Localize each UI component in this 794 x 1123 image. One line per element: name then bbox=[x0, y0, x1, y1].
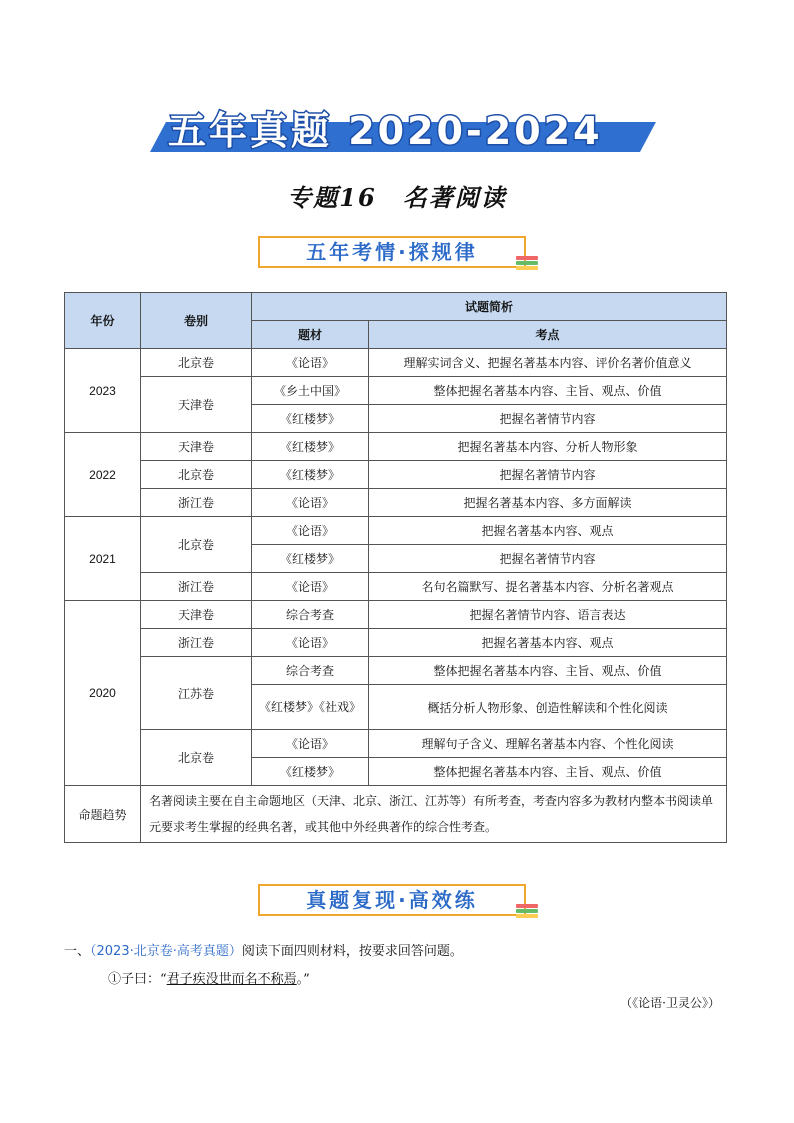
material-cell: 综合考查 bbox=[252, 601, 369, 629]
table-row bbox=[65, 377, 727, 405]
material-cell: 《论语》 bbox=[252, 489, 369, 517]
table-row bbox=[65, 629, 727, 657]
paper-cell: 浙江卷 bbox=[141, 573, 252, 601]
question-prefix: 一、 bbox=[64, 944, 91, 959]
table-row bbox=[65, 657, 727, 685]
point-cell: 把握名著基本内容、多方面解读 bbox=[369, 489, 727, 517]
table-row bbox=[65, 517, 727, 545]
material-cell: 《红楼梦》 bbox=[252, 758, 369, 786]
header-paper: 卷别 bbox=[141, 293, 252, 349]
trend-label: 命题趋势 bbox=[65, 786, 141, 843]
paper-cell: 江苏卷 bbox=[141, 657, 252, 730]
point-cell: 把握名著基本内容、分析人物形象 bbox=[369, 433, 727, 461]
material-source: （《论语·卫灵公》） bbox=[620, 996, 720, 1010]
books-icon bbox=[516, 256, 538, 274]
table-row bbox=[65, 601, 727, 629]
section-heading-1-label: 五年考情·探规律 bbox=[306, 240, 478, 264]
material-cell: 《红楼梦》 bbox=[252, 461, 369, 489]
table-row bbox=[65, 786, 727, 843]
paper-cell: 天津卷 bbox=[141, 377, 252, 433]
paper-cell: 天津卷 bbox=[141, 433, 252, 461]
section-heading-1 bbox=[258, 236, 526, 268]
material-item-1 bbox=[108, 968, 310, 987]
material-cell: 《论语》 bbox=[252, 573, 369, 601]
point-cell: 整体把握名著基本内容、主旨、观点、价值 bbox=[369, 758, 727, 786]
material-cell: 《红楼梦》 bbox=[252, 405, 369, 433]
table-row bbox=[65, 730, 727, 758]
point-cell: 把握名著基本内容、观点 bbox=[369, 517, 727, 545]
paper-cell: 浙江卷 bbox=[141, 489, 252, 517]
question-line bbox=[64, 940, 463, 959]
table-row bbox=[65, 461, 727, 489]
table-row bbox=[65, 349, 727, 377]
table-row bbox=[65, 573, 727, 601]
point-cell: 整体把握名著基本内容、主旨、观点、价值 bbox=[369, 657, 727, 685]
paper-cell: 北京卷 bbox=[141, 730, 252, 786]
material-cell: 《红楼梦》 bbox=[252, 433, 369, 461]
paper-cell: 北京卷 bbox=[141, 349, 252, 377]
point-cell: 理解句子含义、理解名著基本内容、个性化阅读 bbox=[369, 730, 727, 758]
paper-cell: 北京卷 bbox=[141, 517, 252, 573]
material-cell: 《论语》 bbox=[252, 629, 369, 657]
point-cell: 把握名著情节内容 bbox=[369, 405, 727, 433]
point-cell: 理解实词含义、把握名著基本内容、评价名著价值意义 bbox=[369, 349, 727, 377]
banner bbox=[150, 94, 640, 154]
point-cell: 把握名著情节内容、语言表达 bbox=[369, 601, 727, 629]
header-material: 题材 bbox=[252, 321, 369, 349]
paper-cell: 天津卷 bbox=[141, 601, 252, 629]
year-cell: 2022 bbox=[65, 433, 141, 517]
question-source-tag: （2023·北京卷·高考真题） bbox=[90, 944, 242, 959]
paper-cell: 北京卷 bbox=[141, 461, 252, 489]
exam-analysis-table bbox=[64, 292, 727, 843]
material-cell: 综合考查 bbox=[252, 657, 369, 685]
material-cell: 《乡土中国》 bbox=[252, 377, 369, 405]
point-cell: 把握名著情节内容 bbox=[369, 545, 727, 573]
material-cell: 《论语》 bbox=[252, 349, 369, 377]
header-year: 年份 bbox=[65, 293, 141, 349]
material-cell: 《论语》 bbox=[252, 517, 369, 545]
year-cell: 2020 bbox=[65, 601, 141, 786]
point-cell: 把握名著基本内容、观点 bbox=[369, 629, 727, 657]
material-item-pre: ①子曰：“ bbox=[108, 972, 167, 987]
section-heading-2 bbox=[258, 884, 526, 916]
table-row bbox=[65, 433, 727, 461]
year-cell: 2023 bbox=[65, 349, 141, 433]
header-analysis: 试题简析 bbox=[252, 293, 727, 321]
question-text: 阅读下面四则材料，按要求回答问题。 bbox=[241, 944, 463, 959]
material-item-post: 。” bbox=[296, 972, 310, 987]
material-cell: 《红楼梦》《社戏》 bbox=[252, 685, 369, 730]
point-cell: 把握名著情节内容 bbox=[369, 461, 727, 489]
section-heading-2-label: 真题复现·高效练 bbox=[306, 888, 478, 912]
material-cell: 《论语》 bbox=[252, 730, 369, 758]
table-row bbox=[65, 489, 727, 517]
header-point: 考点 bbox=[369, 321, 727, 349]
material-cell: 《红楼梦》 bbox=[252, 545, 369, 573]
point-cell: 概括分析人物形象、创造性解读和个性化阅读 bbox=[369, 685, 727, 730]
point-cell: 名句名篇默写、提名著基本内容、分析名著观点 bbox=[369, 573, 727, 601]
page-title: 专题16 名著阅读 bbox=[287, 183, 507, 212]
books-icon bbox=[516, 904, 538, 922]
paper-cell: 浙江卷 bbox=[141, 629, 252, 657]
year-cell: 2021 bbox=[65, 517, 141, 601]
banner-text: 五年真题 2020-2024 bbox=[168, 109, 603, 153]
material-item-quote: 君子疾没世而名不称焉 bbox=[166, 972, 297, 987]
trend-text: 名著阅读主要在自主命题地区（天津、北京、浙江、江苏等）有所考查，考查内容多为教材内整本书阅读单元要求考生掌握的经典名著，或其他中外经典著作的综合性考查。 bbox=[141, 786, 727, 843]
point-cell: 整体把握名著基本内容、主旨、观点、价值 bbox=[369, 377, 727, 405]
